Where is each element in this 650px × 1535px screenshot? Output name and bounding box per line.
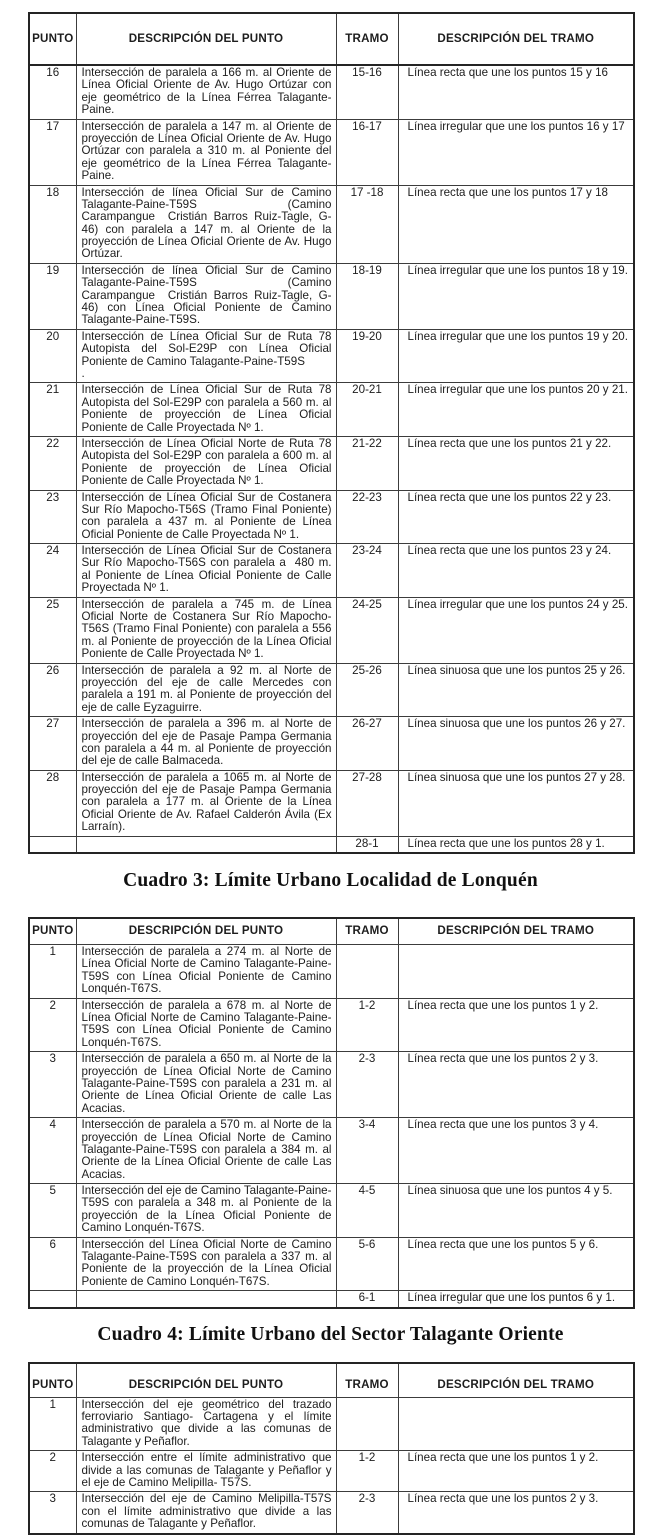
- tramo-cell: 6-1: [336, 1291, 398, 1308]
- tramo-cell: 2-3: [336, 1492, 398, 1534]
- tramo-cell: 28-1: [336, 836, 398, 853]
- tramo-cell: 17 -18: [336, 185, 398, 263]
- column-header-descripcion-tramo: DESCRIPCIÓN DEL TRAMO: [398, 1363, 634, 1398]
- header-row: [29, 1363, 634, 1398]
- tramo-description-cell: Línea sinuosa que une los puntos 4 y 5.: [398, 1184, 634, 1238]
- punto-description-cell: Intersección de Línea Oficial Sur de Ruta 78 Autopista del Sol-E29P con paralela a 560 m. al Poniente de proyección de Línea Oficial Poniente de Calle Proyectada Nº 1.: [76, 383, 336, 437]
- column-header-descripcion-punto: DESCRIPCIÓN DEL PUNTO: [76, 1363, 336, 1398]
- punto-description-cell: Intersección de Línea Oficial Sur de Costanera Sur Río Mapocho-T56S con paralela a 480 m. al Poniente de Línea Oficial Poniente de Calle Proyectada Nº 1.: [76, 544, 336, 598]
- tramo-description-cell: Línea recta que une los puntos 5 y 6.: [398, 1237, 634, 1291]
- punto-description-cell: [76, 836, 336, 853]
- punto-description-cell: Intersección de paralela a 1065 m. al Norte de proyección del eje de Pasaje Pampa Germania con paralela a 177 m. al Oriente de la Línea Oficial Oriente de Av. Rafael Calderón Ávila (Ex Larraín).: [76, 770, 336, 836]
- column-header-descripcion-punto: DESCRIPCIÓN DEL PUNTO: [76, 918, 336, 945]
- column-header-punto: PUNTO: [29, 1363, 76, 1398]
- punto-cell: 28: [29, 770, 76, 836]
- punto-description-cell: Intersección de paralela a 147 m. al Oriente de proyección de Línea Oficial Oriente de Av. Hugo Ortúzar con paralela a 310 m. al Poniente del eje geométrico de la Línea Férrea Talagante-Paine.: [76, 119, 336, 185]
- punto-description-cell: Intersección de paralela a 166 m. al Oriente de Línea Oficial Oriente de Av. Hugo Ortúzar con eje geométrico de la Línea Férrea Talagante-Paine.: [76, 65, 336, 119]
- punto-description-cell: Intersección de paralela a 745 m. de Línea Oficial Norte de Costanera Sur Río Mapocho-T56S (Tramo Final Poniente) con paralela a 556 m. al Poniente de proyección de la Línea Oficial Poniente de Calle Proyectada Nº 1.: [76, 597, 336, 663]
- punto-description-cell: Intersección de paralela a 570 m. al Norte de la proyección de Línea Oficial Norte de Camino Talagante-Paine-T59S con paralela a 384 m. al Oriente de la Línea Oficial Oriente de calle Las Acacias.: [76, 1118, 336, 1184]
- tramo-cell: [336, 1397, 398, 1451]
- header-row: [29, 13, 634, 65]
- table-body: [29, 1397, 634, 1533]
- boundary-table-lonquen: [28, 917, 635, 1309]
- punto-description-cell: Intersección del eje de Camino Melipilla-T57S con el límite administrativo que divide a las comunas de Talagante y Peñaflor.: [76, 1492, 336, 1534]
- tramo-cell: 5-6: [336, 1237, 398, 1291]
- punto-description-cell: Intersección de paralela a 396 m. al Norte de proyección del eje de Pasaje Pampa Germania con paralela a 44 m. al Poniente de proyección del eje de calle Balmaceda.: [76, 717, 336, 771]
- tramo-cell: 26-27: [336, 717, 398, 771]
- table-caption-cuadro-3: Cuadro 3: Límite Urbano Localidad de Lonquén: [123, 870, 538, 892]
- column-header-tramo: TRAMO: [336, 1363, 398, 1398]
- table-row: [29, 945, 634, 999]
- punto-cell: 18: [29, 185, 76, 263]
- column-header-tramo: TRAMO: [336, 918, 398, 945]
- punto-cell: 21: [29, 383, 76, 437]
- tramo-cell: 1-2: [336, 998, 398, 1052]
- tramo-description-cell: Línea sinuosa que une los puntos 26 y 27.: [398, 717, 634, 771]
- table-row: [29, 717, 634, 771]
- punto-cell: 16: [29, 65, 76, 119]
- tramo-description-cell: Línea sinuosa que une los puntos 25 y 26.: [398, 663, 634, 717]
- tramo-description-cell: Línea irregular que une los puntos 18 y 19.: [398, 263, 634, 329]
- punto-cell: [29, 836, 76, 853]
- boundary-table-points-16-28: [28, 12, 635, 854]
- punto-description-cell: Intersección del eje geométrico del trazado ferroviario Santiago- Cartagena y el límite administrativo que divide a las comunas de Talagante y Peñaflor.: [76, 1397, 336, 1451]
- table-row: [29, 329, 634, 383]
- punto-description-cell: Intersección de Línea Oficial Sur de Ruta 78 Autopista del Sol-E29P con Línea Oficial Poniente de Camino Talagante-Paine-T59S .: [76, 329, 336, 383]
- punto-cell: 26: [29, 663, 76, 717]
- table-row: [29, 436, 634, 490]
- punto-cell: [29, 1291, 76, 1308]
- tramo-description-cell: Línea recta que une los puntos 23 y 24.: [398, 544, 634, 598]
- punto-description-cell: [76, 1291, 336, 1308]
- punto-description-cell: Intersección de paralela a 92 m. al Norte de proyección del eje de calle Mercedes con paralela a 191 m. al Poniente de proyección del eje de calle Eyzaguirre.: [76, 663, 336, 717]
- punto-cell: 2: [29, 1451, 76, 1492]
- tramo-description-cell: [398, 1397, 634, 1451]
- punto-cell: 1: [29, 1397, 76, 1451]
- table-row: [29, 836, 634, 853]
- table-row: [29, 490, 634, 544]
- punto-cell: 23: [29, 490, 76, 544]
- table-body: [29, 945, 634, 1308]
- punto-cell: 20: [29, 329, 76, 383]
- punto-cell: 5: [29, 1184, 76, 1238]
- tramo-cell: 20-21: [336, 383, 398, 437]
- tramo-cell: [336, 945, 398, 999]
- punto-cell: 25: [29, 597, 76, 663]
- tramo-cell: 19-20: [336, 329, 398, 383]
- tramo-description-cell: Línea irregular que une los puntos 19 y 20.: [398, 329, 634, 383]
- tramo-description-cell: Línea recta que une los puntos 21 y 22.: [398, 436, 634, 490]
- tramo-cell: 2-3: [336, 1052, 398, 1118]
- tramo-cell: 24-25: [336, 597, 398, 663]
- column-header-descripcion-punto: DESCRIPCIÓN DEL PUNTO: [76, 13, 336, 65]
- punto-cell: 1: [29, 945, 76, 999]
- punto-description-cell: Intersección de paralela a 650 m. al Norte de la proyección de Línea Oficial Norte de Camino Talagante-Paine-T59S con paralela a 231 m. al Oriente de Línea Oficial Oriente de calle Las Acacias.: [76, 1052, 336, 1118]
- punto-description-cell: Intersección del Línea Oficial Norte de Camino Talagante-Paine-T59S con paralela a 337 m. al Poniente de la proyección de la Línea Oficial Poniente de Camino Lonquén-T67S.: [76, 1237, 336, 1291]
- boundary-table-talagante-oriente: [28, 1362, 635, 1535]
- column-header-punto: PUNTO: [29, 13, 76, 65]
- tramo-description-cell: Línea irregular que une los puntos 24 y 25.: [398, 597, 634, 663]
- tramo-description-cell: Línea recta que une los puntos 22 y 23.: [398, 490, 634, 544]
- table-row: [29, 998, 634, 1052]
- table-row: [29, 185, 634, 263]
- table-caption-cuadro-4: Cuadro 4: Límite Urbano del Sector Talagante Oriente: [97, 1323, 564, 1345]
- punto-description-cell: Intersección entre el límite administrativo que divide a las comunas de Talagante y Peñaflor y el eje de Camino Melipilla- T57S.: [76, 1451, 336, 1492]
- tramo-description-cell: Línea recta que une los puntos 2 y 3.: [398, 1052, 634, 1118]
- punto-description-cell: Intersección de línea Oficial Sur de Camino Talagante-Paine-T59S (Camino Carampangue Cristián Barros Ruiz-Tagle, G-46) con paralela a 147 m. al Oriente de la proyección de Línea Oficial Oriente de Av. Hugo Ortúzar.: [76, 185, 336, 263]
- table-header: [29, 918, 634, 945]
- tramo-description-cell: Línea recta que une los puntos 15 y 16: [398, 65, 634, 119]
- punto-description-cell: Intersección de línea Oficial Sur de Camino Talagante-Paine-T59S (Camino Carampangue Cristián Barros Ruiz-Tagle, G-46) con Línea Oficial Poniente de Camino Talagante-Paine-T59S.: [76, 263, 336, 329]
- punto-cell: 2: [29, 998, 76, 1052]
- tramo-description-cell: [398, 945, 634, 999]
- tramo-description-cell: Línea recta que une los puntos 28 y 1.: [398, 836, 634, 853]
- table-row: [29, 597, 634, 663]
- table-row: [29, 1052, 634, 1118]
- table-header: [29, 13, 634, 65]
- table-row: [29, 663, 634, 717]
- table-row: [29, 1184, 634, 1238]
- tramo-cell: 4-5: [336, 1184, 398, 1238]
- tramo-description-cell: Línea irregular que une los puntos 6 y 1.: [398, 1291, 634, 1308]
- punto-cell: 27: [29, 717, 76, 771]
- tramo-cell: 23-24: [336, 544, 398, 598]
- tramo-description-cell: Línea sinuosa que une los puntos 27 y 28.: [398, 770, 634, 836]
- tramo-cell: 18-19: [336, 263, 398, 329]
- punto-cell: 3: [29, 1052, 76, 1118]
- tramo-description-cell: Línea irregular que une los puntos 16 y 17: [398, 119, 634, 185]
- punto-cell: 6: [29, 1237, 76, 1291]
- table-row: [29, 1118, 634, 1184]
- punto-cell: 4: [29, 1118, 76, 1184]
- tramo-cell: 27-28: [336, 770, 398, 836]
- tramo-description-cell: Línea recta que une los puntos 2 y 3.: [398, 1492, 634, 1534]
- table-row: [29, 1291, 634, 1308]
- tramo-cell: 15-16: [336, 65, 398, 119]
- table-row: [29, 383, 634, 437]
- column-header-descripcion-tramo: DESCRIPCIÓN DEL TRAMO: [398, 13, 634, 65]
- punto-description-cell: Intersección de paralela a 274 m. al Norte de Línea Oficial Norte de Camino Talagante-Paine-T59S con Línea Oficial Poniente de Camino Lonquén-T67S.: [76, 945, 336, 999]
- tramo-cell: 1-2: [336, 1451, 398, 1492]
- table-row: [29, 1237, 634, 1291]
- table-header: [29, 1363, 634, 1398]
- punto-description-cell: Intersección de Línea Oficial Norte de Ruta 78 Autopista del Sol-E29P con paralela a 600 m. al Poniente de proyección de Línea Oficial Poniente de Calle Proyectada Nº 1.: [76, 436, 336, 490]
- table-row: [29, 770, 634, 836]
- punto-cell: 19: [29, 263, 76, 329]
- tramo-description-cell: Línea recta que une los puntos 1 y 2.: [398, 998, 634, 1052]
- tramo-cell: 3-4: [336, 1118, 398, 1184]
- table-row: [29, 544, 634, 598]
- tramo-cell: 16-17: [336, 119, 398, 185]
- table-row: [29, 1397, 634, 1451]
- tramo-cell: 22-23: [336, 490, 398, 544]
- table-row: [29, 263, 634, 329]
- tramo-cell: 21-22: [336, 436, 398, 490]
- column-header-descripcion-tramo: DESCRIPCIÓN DEL TRAMO: [398, 918, 634, 945]
- table-row: [29, 119, 634, 185]
- tramo-description-cell: Línea irregular que une los puntos 20 y 21.: [398, 383, 634, 437]
- tramo-description-cell: Línea recta que une los puntos 3 y 4.: [398, 1118, 634, 1184]
- punto-description-cell: Intersección de paralela a 678 m. al Norte de Línea Oficial Norte de Camino Talagante-Paine-T59S con Línea Oficial Poniente de Camino Lonquén-T67S.: [76, 998, 336, 1052]
- punto-cell: 3: [29, 1492, 76, 1534]
- punto-description-cell: Intersección del eje de Camino Talagante-Paine-T59S con paralela a 348 m. al Poniente de la proyección de la Línea Oficial Poniente de Camino Lonquén-T67S.: [76, 1184, 336, 1238]
- punto-cell: 17: [29, 119, 76, 185]
- tramo-cell: 25-26: [336, 663, 398, 717]
- tramo-description-cell: Línea recta que une los puntos 1 y 2.: [398, 1451, 634, 1492]
- table-row: [29, 65, 634, 119]
- table-body: [29, 65, 634, 853]
- column-header-punto: PUNTO: [29, 918, 76, 945]
- table-row: [29, 1492, 634, 1534]
- tramo-description-cell: Línea recta que une los puntos 17 y 18: [398, 185, 634, 263]
- punto-cell: 22: [29, 436, 76, 490]
- punto-description-cell: Intersección de Línea Oficial Sur de Costanera Sur Río Mapocho-T56S (Tramo Final Poniente) con paralela a 437 m. al Poniente de Línea Oficial Poniente de Calle Proyectada Nº 1.: [76, 490, 336, 544]
- punto-cell: 24: [29, 544, 76, 598]
- column-header-tramo: TRAMO: [336, 13, 398, 65]
- table-row: [29, 1451, 634, 1492]
- header-row: [29, 918, 634, 945]
